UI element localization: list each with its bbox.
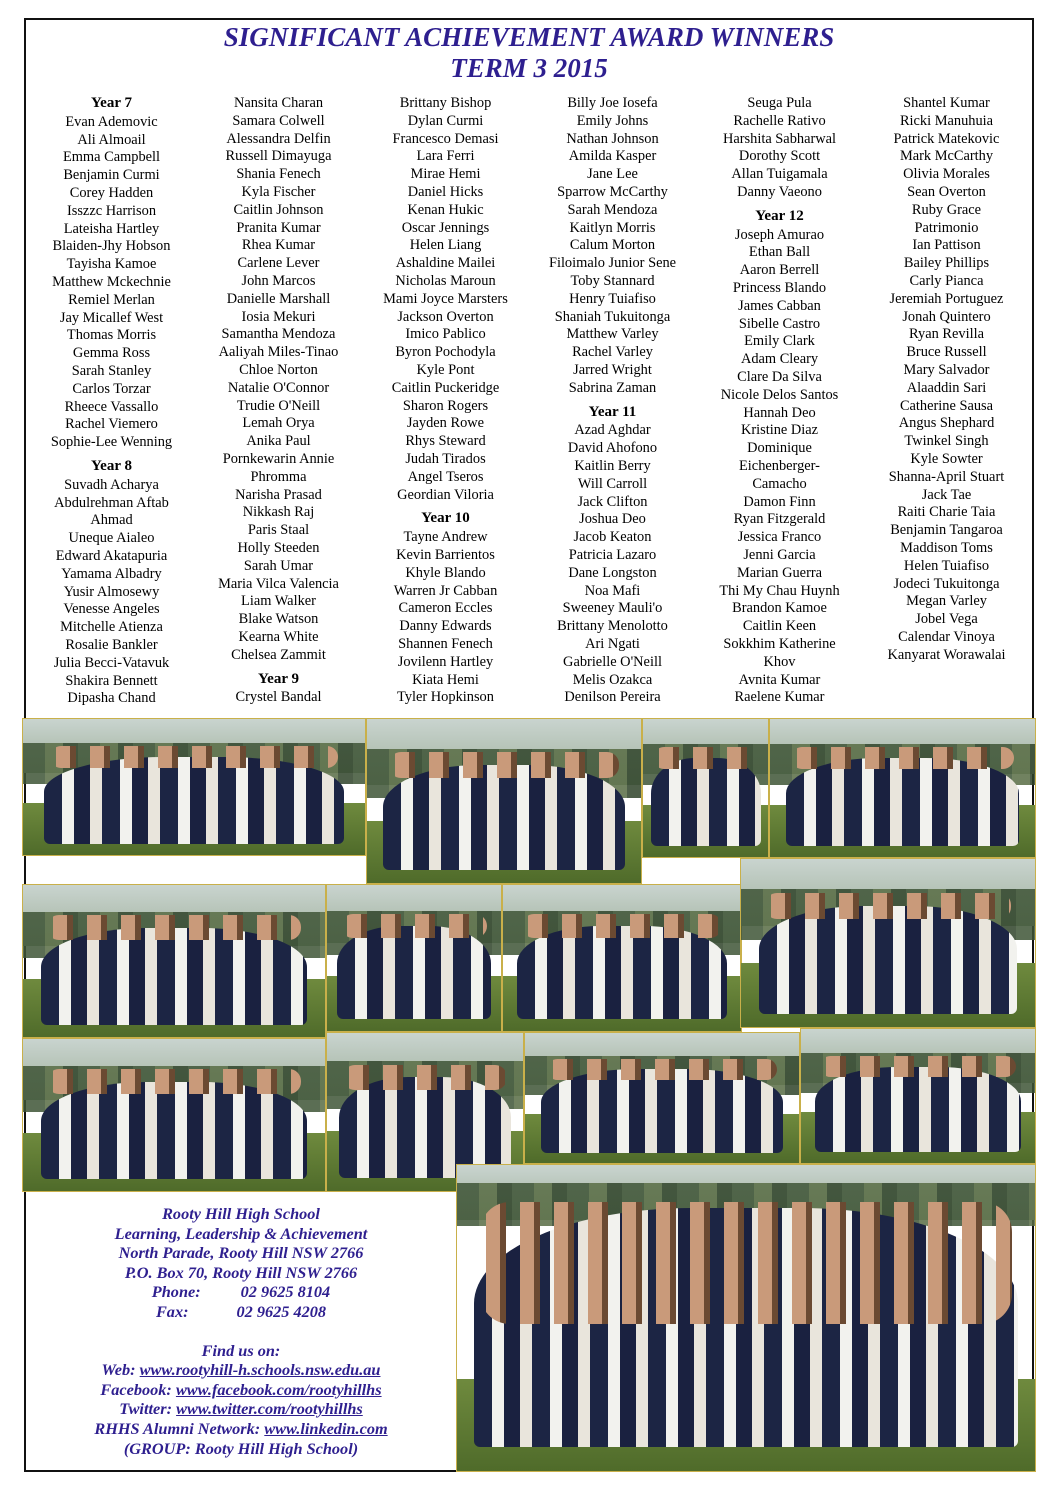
student-name: Pornkewarin Annie — [222, 450, 335, 467]
student-name: Narisha Prasad — [235, 486, 322, 503]
student-name: Isszzc Harrison — [66, 202, 157, 219]
student-name: Nicholas Maroun — [395, 272, 496, 289]
student-name: Ryan Revilla — [909, 326, 984, 343]
student-name: Patrimonio — [914, 219, 979, 236]
student-name: Tayne Andrew — [403, 529, 488, 546]
student-name: Catherine Sausa — [899, 397, 994, 414]
student-name: Ricki Manuhuia — [899, 112, 994, 129]
student-name: Toby Stannard — [570, 272, 655, 289]
student-name: Rheece Vassallo — [64, 398, 159, 415]
student-name: Liam Walker — [241, 593, 316, 610]
student-name: Kenan Hukic — [407, 201, 484, 218]
student-name: Maria Vilca Valencia — [218, 575, 339, 592]
name-column — [28, 95, 195, 713]
student-name: Sparrow McCarthy — [557, 183, 668, 200]
student-name: Jack Clifton — [577, 493, 648, 510]
student-name: Jenni Garcia — [743, 546, 816, 563]
student-name: Bailey Phillips — [903, 255, 990, 272]
student-name: Maddison Toms — [900, 539, 993, 556]
student-name: Jane Lee — [587, 166, 638, 183]
web-label: Web: — [101, 1360, 136, 1380]
student-name: Yusir Almosewy — [63, 583, 160, 600]
student-name: Aaron Berrell — [739, 262, 820, 279]
student-name: Ethan Ball — [748, 244, 811, 261]
year-heading: Year 9 — [258, 670, 299, 687]
student-name: Sean Overton — [907, 183, 986, 200]
student-name: Danny Vaeono — [737, 183, 822, 200]
group-photo-girls-jackets — [22, 718, 366, 856]
student-name: Lemah Orya — [242, 415, 315, 432]
student-name: Twinkel Singh — [904, 433, 989, 450]
student-name: Clare Da Silva — [737, 368, 822, 385]
student-name: Rachel Varley — [572, 344, 653, 361]
student-name: Gemma Ross — [72, 345, 151, 362]
student-name: Jovilenn Hartley — [397, 653, 494, 670]
year-heading: Year 10 — [421, 510, 470, 527]
student-name: Warren Jr Cabban — [393, 582, 498, 599]
school-motto: Learning, Leadership & Achievement — [114, 1223, 368, 1243]
student-name: Jay Micallef West — [59, 309, 164, 326]
student-name: Mitchelle Atienza — [60, 619, 163, 636]
student-name: Oscar Jennings — [401, 219, 490, 236]
group-photo-students-gestures — [502, 884, 742, 1032]
student-name: Judah Tirados — [405, 450, 486, 467]
student-name: Ian Pattison — [912, 237, 981, 254]
student-name: Caitlin Puckeridge — [391, 379, 500, 396]
name-column — [863, 95, 1030, 713]
student-name: Carlos Torzar — [72, 380, 151, 397]
student-name: Sarah Stanley — [71, 362, 152, 379]
student-name: Matthew Mckechnie — [52, 273, 171, 290]
student-name: Sweeney Mauli'o — [562, 600, 663, 617]
student-name: Nathan Johnson — [566, 130, 659, 147]
student-name: Megan Varley — [906, 593, 987, 610]
student-name: Jarred Wright — [573, 361, 652, 378]
student-name: Jessica Franco — [737, 529, 822, 546]
name-column — [195, 95, 362, 713]
name-column — [529, 95, 696, 713]
student-name: Princess Blando — [732, 279, 827, 296]
student-name: Nikkash Raj — [242, 504, 315, 521]
student-name: Iosia Mekuri — [241, 308, 316, 325]
student-name: Jonah Quintero — [902, 308, 991, 325]
facebook-label: Facebook: — [100, 1379, 172, 1399]
student-name: Azad Aghdar — [574, 422, 651, 439]
student-name: Chloe Norton — [239, 361, 318, 378]
student-name: Kyle Sowter — [910, 450, 983, 467]
fax-label: Fax: — [155, 1301, 189, 1321]
student-name: Francesco Demasi — [392, 130, 499, 147]
winners-list — [28, 95, 1030, 713]
group-photo-boys-jackets — [800, 1028, 1036, 1164]
student-name: Hannah Deo — [743, 404, 816, 421]
year-heading: Year 11 — [588, 403, 637, 420]
student-name: Sokkhim Katherine — [723, 635, 836, 652]
student-name: Kyle Pont — [416, 361, 475, 378]
student-name: Jobel Vega — [915, 611, 978, 628]
student-name: Olivia Morales — [903, 166, 990, 183]
alumni-link[interactable]: www.linkedin.com — [264, 1418, 388, 1438]
student-name: Shantel Kumar — [903, 95, 990, 111]
student-name: Julia Becci-Vatavuk — [53, 654, 170, 671]
student-name: Alaaddin Sari — [906, 379, 987, 396]
student-name: Kanyarat Worawalai — [887, 646, 1006, 663]
student-name: Kiata Hemi — [412, 671, 479, 688]
student-name: Paris Staal — [247, 522, 310, 539]
student-name: Ruby Grace — [911, 201, 982, 218]
student-name: Samara Colwell — [232, 112, 325, 129]
student-name: Joshua Deo — [579, 511, 646, 528]
student-name: Rachel Viemero — [65, 416, 158, 433]
school-name: Rooty Hill High School — [162, 1204, 320, 1223]
student-name: Abdulrehman Aftab — [54, 494, 169, 511]
student-name: Jackson Overton — [397, 308, 494, 325]
student-name: James Cabban — [738, 297, 821, 314]
student-name: Alessandra Delfin — [226, 130, 331, 147]
student-name: Suvadh Acharya — [64, 476, 159, 493]
student-name: Sabrina Zaman — [568, 379, 657, 396]
student-name: Trudie O'Neill — [236, 397, 321, 414]
student-name: Sophie-Lee Wenning — [50, 434, 173, 451]
student-name: Jodeci Tukuitonga — [893, 575, 1000, 592]
student-name: Dane Longston — [568, 564, 657, 581]
student-name: Gabrielle O'Neill — [563, 653, 662, 670]
student-name: Imico Pablico — [405, 326, 486, 343]
student-name: Calum Morton — [569, 237, 656, 254]
student-name: Kaitlyn Morris — [569, 219, 656, 236]
student-name: Allan Tuigamala — [731, 166, 828, 183]
student-name: Calendar Vinoya — [898, 628, 995, 645]
student-name: Emily Clark — [744, 333, 815, 350]
student-name: Ari Ngati — [585, 635, 640, 652]
student-name: Rachelle Rativo — [733, 112, 826, 129]
alumni-label: RHHS Alumni Network: — [94, 1418, 261, 1438]
student-name: Danielle Marshall — [226, 290, 331, 307]
student-name: Henry Tuiafiso — [569, 290, 656, 307]
student-name: Marian Guerra — [736, 564, 823, 581]
student-name: Benjamin Curmi — [63, 167, 160, 184]
student-name: Thomas Morris — [66, 327, 157, 344]
student-name: Billy Joe Iosefa — [567, 95, 658, 111]
student-name: Seuga Pula — [747, 95, 812, 111]
student-name: Mami Joyce Marsters — [383, 290, 508, 307]
student-name: Yamama Albadry — [61, 565, 162, 582]
student-name: Brittany Menolotto — [557, 618, 668, 635]
student-name: Kearna White — [238, 628, 319, 645]
student-name: Byron Pochodyla — [395, 344, 496, 361]
student-name: Dominique — [747, 440, 812, 457]
student-name: Rosalie Bankler — [65, 636, 158, 653]
group-photo-students-mixed — [22, 884, 326, 1038]
student-name: Rhea Kumar — [241, 237, 316, 254]
student-name: Benjamin Tangaroa — [890, 522, 1003, 539]
student-name: Blake Watson — [238, 611, 319, 628]
group-photo-students-crowd — [366, 718, 642, 884]
student-name: Dorothy Scott — [738, 148, 821, 165]
phone-number: 02 9625 8104 — [240, 1282, 331, 1302]
student-name: Geordian Viloria — [397, 486, 494, 503]
group-photo-boys-line — [769, 718, 1036, 858]
twitter-label: Twitter: — [119, 1399, 172, 1419]
student-name: Shakira Bennett — [65, 672, 158, 689]
student-name: Patricia Lazaro — [568, 546, 657, 563]
student-name: Harshita Sabharwal — [722, 130, 837, 147]
student-name: Carly Pianca — [909, 272, 984, 289]
student-name: Khyle Blando — [405, 564, 486, 581]
school-address-2: P.O. Box 70, Rooty Hill NSW 2766 — [124, 1262, 358, 1282]
student-name: Russell Dimayuga — [225, 148, 332, 165]
student-name: Ali Almoail — [77, 131, 146, 148]
school-address-1: North Parade, Rooty Hill NSW 2766 — [118, 1243, 364, 1263]
student-name: Matthew Varley — [566, 326, 659, 343]
student-name: John Marcos — [241, 272, 316, 289]
student-name: Sarah Umar — [243, 557, 314, 574]
title-line-1: SIGNIFICANT ACHIEVEMENT AWARD WINNERS — [223, 22, 835, 52]
phone-label: Phone: — [151, 1282, 201, 1302]
student-name: Helen Liang — [409, 237, 482, 254]
student-name: Damon Finn — [743, 493, 816, 510]
student-name: Daniel Hicks — [407, 183, 484, 200]
student-name: Denilson Pereira — [564, 689, 661, 706]
page-title — [0, 22, 1058, 84]
student-name: Tyler Hopkinson — [397, 689, 494, 706]
student-name: Mirae Hemi — [410, 166, 481, 183]
student-name: Camacho — [752, 475, 807, 492]
student-name: Samantha Mendoza — [221, 326, 336, 343]
facebook-link[interactable]: www.facebook.com/rootyhillhs — [175, 1379, 382, 1399]
student-name: Brandon Kamoe — [732, 600, 827, 617]
student-name: Lara Ferri — [416, 148, 475, 165]
student-name: Shannen Fenech — [398, 635, 493, 652]
student-name: Joseph Amurao — [734, 226, 825, 243]
student-name: Kevin Barrientos — [396, 546, 495, 563]
student-name: Shanna-April Stuart — [888, 468, 1005, 485]
student-name: Cameron Eccles — [398, 600, 493, 617]
student-name: Venesse Angeles — [63, 601, 160, 618]
student-name: Uneque Aialeo — [68, 530, 155, 547]
student-name: Aaliyah Miles-Tinao — [218, 344, 339, 361]
student-name: Kristine Diaz — [740, 422, 819, 439]
school-fax — [26, 1302, 456, 1322]
student-name: Carlene Lever — [237, 255, 320, 272]
student-name: Dipasha Chand — [67, 690, 156, 707]
student-name: Nicole Delos Santos — [720, 386, 839, 403]
student-name: Raiti Charie Taia — [897, 504, 996, 521]
student-name: Kyla Fischer — [241, 183, 316, 200]
student-name: Amilda Kasper — [568, 148, 657, 165]
student-name: Nansita Charan — [233, 95, 324, 111]
student-name: Thi My Chau Huynh — [719, 582, 840, 599]
student-name: Ashaldine Mailei — [395, 255, 496, 272]
student-name: Jack Tae — [921, 486, 972, 503]
student-name: Angel Tseros — [407, 468, 484, 485]
student-name: Edward Akatapuria — [55, 547, 168, 564]
student-name: David Ahofono — [567, 440, 658, 457]
student-name: Noa Mafi — [584, 582, 641, 599]
student-name: Avnita Kumar — [738, 671, 821, 688]
student-name: Adam Cleary — [740, 351, 819, 368]
student-name: Tayisha Kamoe — [66, 256, 157, 273]
name-column — [696, 95, 863, 713]
student-name: Anika Paul — [246, 433, 311, 450]
student-name: Filoimalo Junior Sene — [548, 255, 677, 272]
student-name: Brittany Bishop — [399, 95, 492, 111]
student-name: Sharon Rogers — [402, 397, 489, 414]
student-name: Helen Tuiafiso — [903, 557, 990, 574]
student-name: Emily Johns — [576, 112, 649, 129]
student-name: Ryan Fitzgerald — [733, 511, 826, 528]
student-name: Jeremiah Portuguez — [889, 290, 1004, 307]
twitter-link[interactable]: www.twitter.com/rootyhillhs — [176, 1399, 363, 1419]
photo-two-boys — [642, 718, 769, 858]
group-photo-all-winners — [456, 1164, 1036, 1472]
student-name: Ahmad — [90, 512, 133, 529]
student-name: Lateisha Hartley — [63, 220, 160, 237]
student-name: Eichenberger- — [739, 457, 820, 474]
group-photo-jumping — [22, 1038, 326, 1192]
student-name: Caitlin Johnson — [233, 201, 324, 218]
photo-two-girls — [326, 884, 502, 1032]
school-phone — [26, 1282, 456, 1302]
year-heading: Year 7 — [91, 95, 132, 111]
fax-number: 02 9625 4208 — [236, 1301, 327, 1321]
find-us-label: Find us on: — [201, 1340, 281, 1360]
group-photo-girls-row — [524, 1032, 800, 1164]
name-column — [362, 95, 529, 713]
student-name: Rhys Steward — [405, 433, 486, 450]
student-name: Jayden Rowe — [406, 415, 485, 432]
student-name: Corey Hadden — [69, 184, 154, 201]
student-name: Crystel Bandal — [235, 689, 322, 706]
student-name: Danny Edwards — [399, 618, 492, 635]
title-line-2: TERM 3 2015 — [450, 53, 608, 83]
student-name: Pranita Kumar — [236, 219, 321, 236]
student-name: Remiel Merlan — [68, 291, 155, 308]
student-name: Jacob Keaton — [573, 529, 652, 546]
year-heading: Year 12 — [755, 207, 804, 224]
group-photo-students-pose — [740, 858, 1036, 1028]
student-name: Angus Shephard — [898, 415, 995, 432]
student-name: Chelsea Zammit — [231, 646, 326, 663]
year-heading: Year 8 — [91, 457, 132, 474]
student-name: Caitlin Keen — [742, 618, 817, 635]
student-name: Bruce Russell — [906, 344, 987, 361]
student-name: Mark McCarthy — [899, 148, 994, 165]
student-name: Emma Campbell — [62, 149, 161, 166]
student-name: Sibelle Castro — [738, 315, 821, 332]
student-name: Raelene Kumar — [734, 689, 825, 706]
student-name: Shania Fenech — [236, 166, 321, 183]
web-link[interactable]: www.rootyhill-h.schools.nsw.edu.au — [139, 1360, 381, 1380]
student-name: Blaiden-Jhy Hobson — [52, 238, 171, 255]
student-name: Khov — [763, 653, 796, 670]
student-name: Natalie O'Connor — [227, 379, 330, 396]
student-name: Patrick Matekovic — [893, 130, 1000, 147]
student-name: Mary Salvador — [903, 361, 990, 378]
student-name: Will Carroll — [577, 475, 648, 492]
student-name: Shaniah Tukuitonga — [554, 308, 671, 325]
student-name: Evan Ademovic — [65, 113, 158, 130]
school-info — [26, 1204, 456, 1458]
group-note: (GROUP: Rooty Hill High School) — [123, 1438, 359, 1458]
student-name: Phromma — [250, 468, 307, 485]
student-name: Sarah Mendoza — [567, 201, 658, 218]
student-name: Holly Steeden — [237, 539, 320, 556]
student-name: Kaitlin Berry — [574, 457, 651, 474]
student-name: Melis Ozakca — [572, 671, 653, 688]
student-name: Dylan Curmi — [407, 112, 484, 129]
